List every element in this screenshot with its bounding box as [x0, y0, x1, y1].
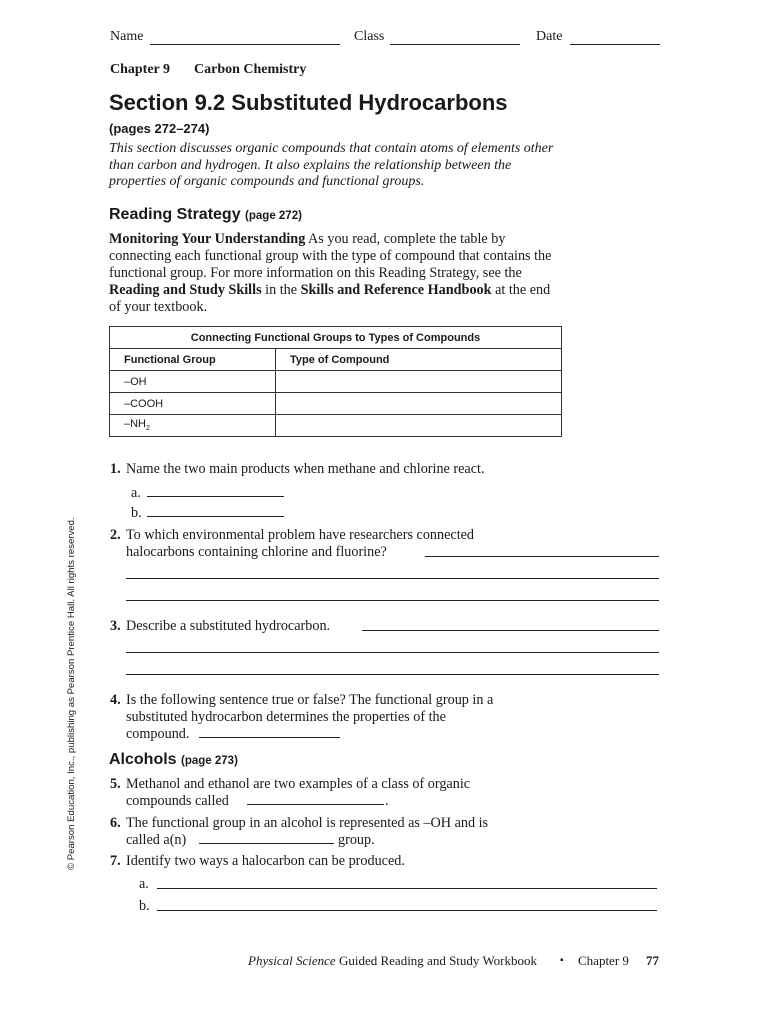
q6-line-1: The functional group in an alcohol is represented as –OH and is: [126, 815, 489, 831]
table-header-functional-group: Functional Group: [110, 349, 276, 371]
strategy-bold-1: Reading and Study Skills: [109, 282, 262, 298]
class-label: Class: [354, 29, 385, 44]
reading-strategy-heading: [109, 206, 302, 224]
q4-blank[interactable]: [199, 737, 340, 738]
functional-groups-table: [109, 326, 562, 437]
q1-text: Name the two main products when methane and chlorine react.: [126, 461, 485, 477]
chapter-title: Carbon Chemistry: [194, 62, 307, 77]
q5-line-1: Methanol and ethanol are two examples of a class of organic: [126, 776, 471, 792]
section-intro: This section discusses organic compounds that contain atoms of elements other than carbon and hydrogen. It also explains the relationship between the properties of organic compounds and functional groups.: [109, 141, 554, 189]
q1-b-blank[interactable]: [147, 516, 284, 517]
reading-strategy-title: Reading Strategy: [109, 206, 241, 223]
q2-blank-3[interactable]: [126, 600, 659, 601]
date-label: Date: [536, 29, 563, 44]
q1-a-label: a.: [131, 485, 141, 501]
q7-text: Identify two ways a halocarbon can be produced.: [126, 853, 405, 869]
table-cell-group: –COOH: [110, 393, 276, 415]
q2-line-2: halocarbons containing chlorine and fluorine?: [126, 544, 387, 560]
alcohols-heading: [109, 751, 238, 769]
q5-number: 5.: [110, 776, 121, 792]
alcohols-title: Alcohols: [109, 751, 177, 768]
q6-blank[interactable]: [199, 843, 334, 844]
section-pages: (pages 272–274): [109, 121, 210, 136]
q6-line-2: called a(n): [126, 832, 187, 848]
q4-line-1: Is the following sentence true or false? The functional group in a: [126, 692, 494, 708]
table-header-type-of-compound: Type of Compound: [276, 349, 562, 371]
reading-strategy-paragraph: [109, 231, 564, 316]
q5-blank[interactable]: [247, 804, 384, 805]
nh-text: –NH: [124, 418, 147, 431]
q2-line-1: To which environmental problem have researchers connected: [126, 527, 475, 543]
copyright-sidebar: © Pearson Education, Inc., publishing as Pearson Prentice Hall. All rights reserved.: [66, 517, 77, 870]
table-caption: Connecting Functional Groups to Types of Compounds: [110, 327, 562, 349]
nh-subscript: 2: [146, 425, 150, 433]
q3-blank-3[interactable]: [126, 674, 659, 675]
table-cell-answer[interactable]: [276, 393, 562, 415]
footer-chapter: Chapter 9: [578, 953, 629, 968]
q2-blank-2[interactable]: [126, 578, 659, 579]
q1-b-label: b.: [131, 505, 142, 521]
reading-strategy-page: (page 272): [245, 210, 302, 222]
q2-number: 2.: [110, 527, 121, 543]
strategy-text-2: in the: [261, 282, 301, 298]
q6-number: 6.: [110, 815, 121, 831]
strategy-text-3: at the end of your textbook.: [109, 282, 551, 315]
date-blank[interactable]: [570, 44, 660, 45]
q4-line-2: substituted hydrocarbon determines the properties of the: [126, 709, 446, 725]
q1-number: 1.: [110, 461, 121, 477]
strategy-bold-2: Skills and Reference Handbook: [300, 282, 492, 298]
q4-number: 4.: [110, 692, 121, 708]
q3-text: Describe a substituted hydrocarbon.: [126, 618, 331, 634]
q2-blank-1[interactable]: [425, 556, 659, 557]
class-blank[interactable]: [390, 44, 520, 45]
footer-book-italic: Physical Science: [248, 953, 336, 968]
footer-book-rest: Guided Reading and Study Workbook: [335, 953, 537, 968]
footer-bullet: ▪: [560, 955, 564, 966]
q7-number: 7.: [110, 853, 121, 869]
table-cell-answer[interactable]: [276, 371, 562, 393]
q7-b-label: b.: [139, 898, 150, 914]
table-cell-group: [110, 415, 276, 437]
q4-line-3: compound.: [126, 726, 190, 742]
q3-number: 3.: [110, 618, 121, 634]
chapter-label: Chapter 9: [110, 62, 171, 77]
page-number: 77: [646, 953, 659, 968]
q1-a-blank[interactable]: [147, 496, 284, 497]
footer-book-title: [248, 953, 537, 969]
q5-line-2: compounds called: [126, 793, 229, 809]
table-cell-group: –OH: [110, 371, 276, 393]
q3-blank-2[interactable]: [126, 652, 659, 653]
name-blank[interactable]: [150, 44, 340, 45]
q7-a-label: a.: [139, 876, 149, 892]
q5-end: .: [385, 793, 389, 809]
alcohols-page: (page 273): [181, 755, 238, 767]
table-cell-answer[interactable]: [276, 415, 562, 437]
strategy-text-1: As you read, complete the table by connecting each functional group with the type of compound that contains the functional group. For more information on this Reading Strategy, see the: [109, 231, 552, 281]
strategy-lead: Monitoring Your Understanding: [109, 231, 306, 247]
q6-end: group.: [338, 832, 375, 848]
q7-a-blank[interactable]: [157, 888, 657, 889]
q3-blank-1[interactable]: [362, 630, 659, 631]
section-title: Section 9.2 Substituted Hydrocarbons: [109, 90, 508, 115]
q7-b-blank[interactable]: [157, 910, 657, 911]
name-label: Name: [110, 29, 144, 44]
